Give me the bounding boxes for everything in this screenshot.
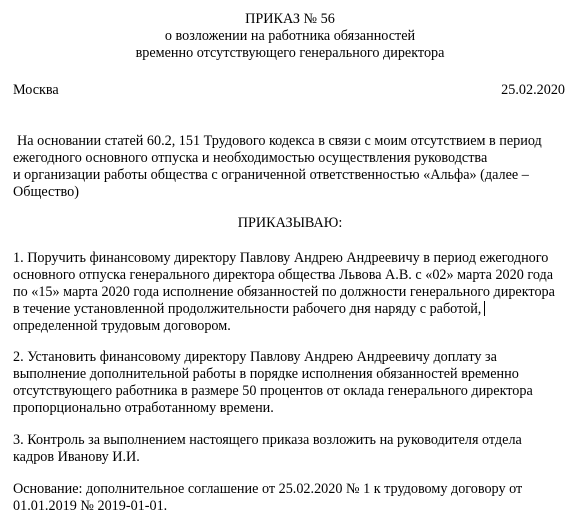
item-1-line-1: 1. Поручить финансовому директору Павлову Андрею Андреевичу в период ежегодного <box>13 250 549 266</box>
order-heading: ПРИКАЗЫВАЮ: <box>237 215 343 231</box>
text-cursor <box>484 301 485 316</box>
item-1-line-2: основного отпуска генерального директора общества Львова А.В. с «02» марта 2020 года <box>13 267 554 283</box>
order-subtitle-line-1: о возложении на работника обязанностей <box>164 28 416 44</box>
item-3-line-1: 3. Контроль за выполнением настоящего приказа возложить на руководителя отдела <box>13 432 522 448</box>
item-2-line-3: отсутствующего работника в размере 50 процентов от оклада генерального директора <box>13 383 533 399</box>
item-1-line-4 <box>13 301 485 318</box>
item-1-line-5: определенной трудовым договором. <box>13 318 231 334</box>
order-date: 25.02.2020 <box>501 82 565 98</box>
preamble-line-1: На основании статей 60.2, 151 Трудового кодекса в связи с моим отсутствием в период <box>17 133 542 149</box>
item-1-line-4-text: в течение установленной продолжительности рабочего дня наряду с работой, <box>13 301 482 317</box>
item-3-line-2: кадров Иванову И.И. <box>13 449 140 465</box>
item-1-line-3: по «15» марта 2020 года исполнение обязанностей по должности генерального директора <box>13 284 555 300</box>
preamble-line-3: и организации работы общества с ограниченной ответственностью «Альфа» (далее – <box>13 167 529 183</box>
order-title: ПРИКАЗ № 56 <box>245 11 335 27</box>
preamble-line-2: ежегодного основного отпуска и необходимостью осуществления руководства <box>13 150 488 166</box>
city-label: Москва <box>13 82 59 98</box>
item-2-line-1: 2. Установить финансовому директору Павлову Андрею Андреевичу доплату за <box>13 349 497 365</box>
preamble-line-4: Общество) <box>13 184 79 200</box>
basis-line-2: 01.01.2019 № 2019-01-01. <box>13 498 168 514</box>
order-subtitle-line-2: временно отсутствующего генерального директора <box>135 45 445 61</box>
basis-line-1: Основание: дополнительное соглашение от 25.02.2020 № 1 к трудовому договору от <box>13 481 523 497</box>
item-2-line-4: пропорционально отработанному времени. <box>13 400 274 416</box>
item-2-line-2: выполнение дополнительной работы в порядке исполнения обязанностей временно <box>13 366 519 382</box>
